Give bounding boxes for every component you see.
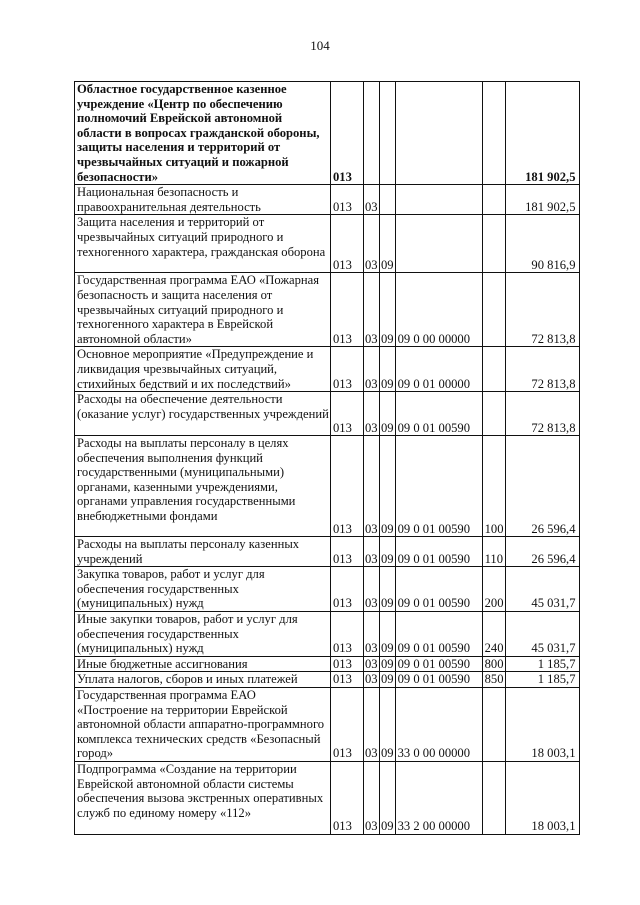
table-row (75, 537, 580, 567)
target-article-code-cell (395, 82, 482, 185)
section-code-cell: 03 (365, 672, 378, 687)
expense-type-code-cell: 200 (482, 567, 506, 612)
subsection-code-cell: 09 (380, 215, 396, 273)
expense-type-code-cell: 800 (482, 656, 506, 672)
expense-name-cell: Подпрограмма «Создание на территории Еврейской автономной области системы обеспечения вызова экстренных оперативных служб по единому номеру «112» (75, 762, 331, 835)
section-code-cell: 03 (364, 688, 380, 762)
expense-type-code-cell: 850 (482, 672, 506, 688)
amount-cell: 18 003,1 (506, 762, 580, 835)
table-row (75, 392, 580, 436)
expense-name-cell: Национальная безопасность и правоохранительная деятельность (75, 185, 331, 215)
subsection-code-cell: 09 (380, 436, 396, 537)
subsection-code-cell: 09 (380, 688, 396, 762)
amount-cell: 26 596,4 (506, 537, 580, 567)
amount-cell: 90 816,9 (506, 215, 580, 273)
expense-name-cell: Иные закупки товаров, работ и услуг для обеспечения государственных (муниципальных) нужд (75, 612, 331, 657)
table-row (75, 688, 580, 762)
table-row (75, 215, 580, 273)
amount-cell: 45 031,7 (506, 612, 580, 657)
expense-name-cell: Расходы на обеспечение деятельности (оказание услуг) государственных учреждений (75, 392, 331, 436)
table-row (75, 656, 580, 672)
target-article-code-cell (395, 215, 482, 273)
subsection-code-cell: 09 (380, 347, 396, 392)
subsection-code-cell: 09 (381, 656, 394, 671)
target-article-code-cell: 09 0 01 00590 (395, 537, 482, 567)
section-code-cell: 03 (364, 762, 380, 835)
subsection-code-cell (380, 82, 396, 185)
subsection-code-cell: 09 (380, 392, 396, 436)
target-article-code-cell: 33 2 00 00000 (395, 762, 482, 835)
expense-type-code-cell (482, 688, 506, 762)
subsection-code-cell: 09 (380, 537, 396, 567)
table-row (75, 185, 580, 215)
target-article-code-cell: 09 0 01 00000 (395, 347, 482, 392)
expense-name-cell: Иные бюджетные ассигнования (75, 656, 331, 672)
expense-type-code-cell (482, 762, 506, 835)
section-code-cell: 03 (365, 656, 378, 671)
section-code-cell: 03 (364, 392, 380, 436)
expense-name-cell: Государственная программа ЕАО «Построение на территории Еврейской автономной области аппаратно-программного комплекса технических средств «Безопасный город» (75, 688, 331, 762)
section-code-cell: 03 (364, 612, 380, 657)
department-code-cell: 013 (331, 273, 364, 347)
section-code-cell: 03 (364, 347, 380, 392)
expense-name-cell: Основное мероприятие «Предупреждение и ликвидация чрезвычайных ситуаций, стихийных бедствий и их последствий» (75, 347, 331, 392)
department-code-cell: 013 (331, 656, 364, 672)
budget-table (74, 81, 580, 835)
section-code-cell: 03 (364, 567, 380, 612)
table-row (75, 347, 580, 392)
department-code-cell: 013 (331, 688, 364, 762)
section-code-cell: 03 (364, 273, 380, 347)
expense-type-code-cell: 100 (482, 436, 506, 537)
section-code-cell: 03 (364, 537, 380, 567)
amount-cell: 72 813,8 (506, 347, 580, 392)
amount-cell: 1 185,7 (506, 656, 580, 672)
target-article-code-cell: 09 0 00 00000 (395, 273, 482, 347)
target-article-code-cell: 09 0 01 00590 (395, 567, 482, 612)
target-article-code-cell: 09 0 01 00590 (395, 392, 482, 436)
page-number: 104 (310, 38, 330, 53)
table-row (75, 672, 580, 688)
section-code-cell: 03 (364, 436, 380, 537)
target-article-code-cell: 09 0 01 00590 (395, 656, 482, 672)
expense-name-cell: Расходы на выплаты персоналу казенных учреждений (75, 537, 331, 567)
department-code-cell: 013 (331, 185, 364, 215)
department-code-cell: 013 (331, 347, 364, 392)
expense-name-cell: Уплата налогов, сборов и иных платежей (75, 672, 331, 688)
expense-type-code-cell (482, 185, 506, 215)
section-code-cell: 03 (364, 215, 380, 273)
amount-cell: 26 596,4 (506, 436, 580, 537)
department-code-cell: 013 (331, 762, 364, 835)
department-code-cell: 013 (331, 612, 364, 657)
subsection-code-cell: 09 (380, 612, 396, 657)
table-row (75, 436, 580, 537)
target-article-code-cell (395, 185, 482, 215)
amount-cell: 72 813,8 (506, 273, 580, 347)
department-code-cell: 013 (331, 436, 364, 537)
subsection-code-cell: 09 (381, 672, 394, 687)
expense-type-code-cell (482, 215, 506, 273)
expense-name-cell: Расходы на выплаты персоналу в целях обеспечения выполнения функций государственными (муниципальными) органами, казенными учреждениями, органами управления государственными внебюджетными фондами (75, 436, 331, 537)
expense-type-code-cell: 240 (482, 612, 506, 657)
expense-type-code-cell (482, 392, 506, 436)
target-article-code-cell: 33 0 00 00000 (395, 688, 482, 762)
subsection-code-cell: 09 (380, 762, 396, 835)
amount-cell: 181 902,5 (506, 185, 580, 215)
amount-cell: 181 902,5 (506, 82, 580, 185)
target-article-code-cell: 09 0 01 00590 (395, 436, 482, 537)
expense-type-code-cell (482, 347, 506, 392)
expense-name-cell: Защита населения и территорий от чрезвычайных ситуаций природного и техногенного характера, гражданская оборона (75, 215, 331, 273)
expense-name-cell: Закупка товаров, работ и услуг для обеспечения государственных (муниципальных) нужд (75, 567, 331, 612)
department-code-cell: 013 (331, 82, 364, 185)
expense-type-code-cell (482, 273, 506, 347)
target-article-code-cell: 09 0 01 00590 (395, 612, 482, 657)
department-code-cell: 013 (331, 215, 364, 273)
amount-cell: 72 813,8 (506, 392, 580, 436)
subsection-code-cell: 09 (380, 273, 396, 347)
expense-type-code-cell: 110 (482, 537, 506, 567)
expense-name-cell: Областное государственное казенное учреждение «Центр по обеспечению полномочий Еврейской автономной области в вопросах гражданской обороны, защиты населения и территорий от чрезвычайных ситуаций и пожарной безопасности» (75, 82, 331, 185)
table-row (75, 567, 580, 612)
amount-cell: 18 003,1 (506, 688, 580, 762)
expense-name-cell: Государственная программа ЕАО «Пожарная безопасность и защита населения от чрезвычайных ситуаций природного и техногенного характера в Еврейской автономной области» (75, 273, 331, 347)
amount-cell: 1 185,7 (506, 672, 580, 688)
subsection-code-cell (380, 185, 396, 215)
department-code-cell: 013 (331, 537, 364, 567)
target-article-code-cell: 09 0 01 00590 (395, 672, 482, 688)
department-code-cell: 013 (331, 672, 364, 688)
subsection-code-cell: 09 (380, 567, 396, 612)
table-row (75, 612, 580, 657)
section-code-cell: 03 (364, 185, 380, 215)
section-code-cell (364, 82, 380, 185)
expense-type-code-cell (482, 82, 506, 185)
table-row (75, 273, 580, 347)
table-row (75, 762, 580, 835)
department-code-cell: 013 (331, 567, 364, 612)
department-code-cell: 013 (331, 392, 364, 436)
table-row (75, 82, 580, 185)
amount-cell: 45 031,7 (506, 567, 580, 612)
